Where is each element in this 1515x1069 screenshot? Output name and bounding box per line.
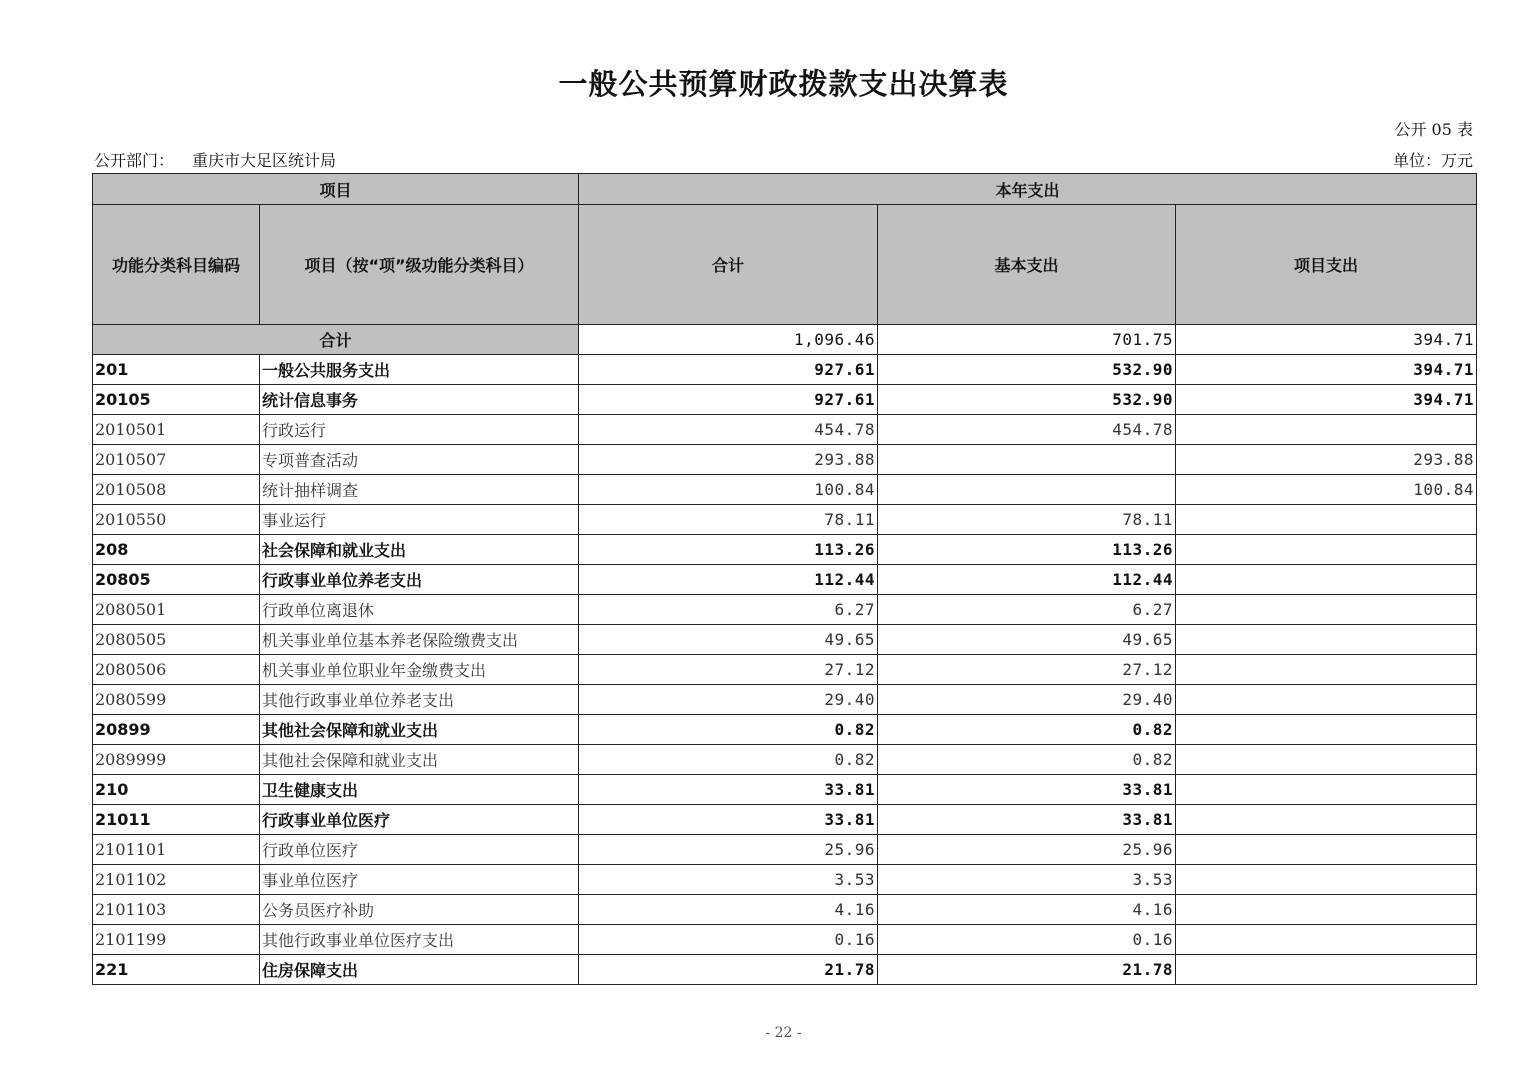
row-project: [1176, 685, 1477, 715]
row-basic: 33.81: [878, 805, 1176, 835]
row-total: 21.78: [579, 955, 878, 985]
row-name: 住房保障支出: [260, 955, 579, 985]
row-total: 49.65: [579, 625, 878, 655]
row-name: 其他社会保障和就业支出: [260, 745, 579, 775]
row-code: 201: [93, 355, 260, 385]
table-row: [93, 685, 1477, 715]
row-basic: 25.96: [878, 835, 1176, 865]
row-project: [1176, 715, 1477, 745]
row-basic: 113.26: [878, 535, 1176, 565]
header-code: 功能分类科目编码: [93, 205, 260, 325]
row-name: 事业单位医疗: [260, 865, 579, 895]
row-total: 293.88: [579, 445, 878, 475]
row-code: 2010508: [93, 475, 260, 505]
row-project: [1176, 775, 1477, 805]
row-basic: 532.90: [878, 385, 1176, 415]
row-basic: 27.12: [878, 655, 1176, 685]
row-code: 221: [93, 955, 260, 985]
row-code: 2080505: [93, 625, 260, 655]
row-basic: 33.81: [878, 775, 1176, 805]
table-row: [93, 865, 1477, 895]
row-name: 行政单位医疗: [260, 835, 579, 865]
table-row: [93, 805, 1477, 835]
table-row: [93, 355, 1477, 385]
row-total: 927.61: [579, 385, 878, 415]
row-basic: 3.53: [878, 865, 1176, 895]
row-name: 机关事业单位基本养老保险缴费支出: [260, 625, 579, 655]
department-label: 公开部门：: [94, 151, 175, 170]
row-project: [1176, 565, 1477, 595]
row-total: 33.81: [579, 805, 878, 835]
row-basic: 0.16: [878, 925, 1176, 955]
table-row: [93, 535, 1477, 565]
table-row: [93, 385, 1477, 415]
page-number: - 22 -: [765, 1025, 802, 1041]
row-code: 21011: [93, 805, 260, 835]
department-name: 重庆市大足区统计局: [192, 151, 337, 170]
row-total: 4.16: [579, 895, 878, 925]
total-row: [93, 325, 1477, 355]
unit-label: 单位：万元: [1392, 151, 1473, 170]
row-code: 2010507: [93, 445, 260, 475]
row-project: [1176, 895, 1477, 925]
row-project: [1176, 655, 1477, 685]
row-total: 25.96: [579, 835, 878, 865]
row-code: 2101199: [93, 925, 260, 955]
table-row: [93, 745, 1477, 775]
row-name: 社会保障和就业支出: [260, 535, 579, 565]
row-basic: 0.82: [878, 745, 1176, 775]
row-project: [1176, 955, 1477, 985]
row-total: 454.78: [579, 415, 878, 445]
row-basic: [878, 445, 1176, 475]
row-name: 其他行政事业单位医疗支出: [260, 925, 579, 955]
row-basic: 0.82: [878, 715, 1176, 745]
row-name: 事业运行: [260, 505, 579, 535]
row-code: 20899: [93, 715, 260, 745]
row-code: 20805: [93, 565, 260, 595]
row-code: 2010550: [93, 505, 260, 535]
row-total: 0.82: [579, 715, 878, 745]
row-project: 293.88: [1176, 445, 1477, 475]
row-name: 卫生健康支出: [260, 775, 579, 805]
row-total: 78.11: [579, 505, 878, 535]
row-code: 2080599: [93, 685, 260, 715]
row-basic: 49.65: [878, 625, 1176, 655]
header-project: 项目支出: [1176, 205, 1477, 325]
row-project: [1176, 505, 1477, 535]
row-total: 27.12: [579, 655, 878, 685]
row-code: 20105: [93, 385, 260, 415]
row-name: 行政事业单位养老支出: [260, 565, 579, 595]
row-name: 专项普查活动: [260, 445, 579, 475]
row-code: 210: [93, 775, 260, 805]
row-basic: 4.16: [878, 895, 1176, 925]
table-row: [93, 715, 1477, 745]
table-row: [93, 625, 1477, 655]
table-row: [93, 595, 1477, 625]
row-name: 行政单位离退休: [260, 595, 579, 625]
row-project: [1176, 745, 1477, 775]
table-row: [93, 655, 1477, 685]
row-basic: 21.78: [878, 955, 1176, 985]
row-name: 统计抽样调查: [260, 475, 579, 505]
row-name: 公务员医疗补助: [260, 895, 579, 925]
table-row: [93, 895, 1477, 925]
row-basic: 78.11: [878, 505, 1176, 535]
row-basic: 454.78: [878, 415, 1176, 445]
row-project: [1176, 925, 1477, 955]
row-total: 29.40: [579, 685, 878, 715]
total-row-label: 合计: [93, 325, 579, 355]
row-project: [1176, 595, 1477, 625]
budget-table: [92, 173, 1477, 985]
row-code: 2101101: [93, 835, 260, 865]
row-project: 394.71: [1176, 385, 1477, 415]
total-row-basic: 701.75: [878, 325, 1176, 355]
table-row: [93, 925, 1477, 955]
table-number: 公开 05 表: [1394, 120, 1473, 139]
table-row: [93, 775, 1477, 805]
header-total: 合计: [579, 205, 878, 325]
row-project: [1176, 835, 1477, 865]
row-name: 其他社会保障和就业支出: [260, 715, 579, 745]
row-code: 2010501: [93, 415, 260, 445]
row-basic: 29.40: [878, 685, 1176, 715]
row-project: [1176, 625, 1477, 655]
row-total: 0.82: [579, 745, 878, 775]
row-name: 其他行政事业单位养老支出: [260, 685, 579, 715]
header-basic: 基本支出: [878, 205, 1176, 325]
row-total: 3.53: [579, 865, 878, 895]
row-project: 100.84: [1176, 475, 1477, 505]
row-project: 394.71: [1176, 355, 1477, 385]
row-name: 统计信息事务: [260, 385, 579, 415]
total-row-project: 394.71: [1176, 325, 1477, 355]
row-total: 112.44: [579, 565, 878, 595]
row-total: 6.27: [579, 595, 878, 625]
row-code: 2080506: [93, 655, 260, 685]
row-code: 2089999: [93, 745, 260, 775]
table-row: [93, 475, 1477, 505]
row-total: 0.16: [579, 925, 878, 955]
department-line: [94, 148, 336, 171]
total-row-total: 1,096.46: [579, 325, 878, 355]
row-basic: 6.27: [878, 595, 1176, 625]
row-project: [1176, 535, 1477, 565]
header-current-year: 本年支出: [579, 174, 1477, 205]
row-total: 113.26: [579, 535, 878, 565]
row-project: [1176, 415, 1477, 445]
table-row: [93, 565, 1477, 595]
row-code: 2101103: [93, 895, 260, 925]
row-total: 100.84: [579, 475, 878, 505]
row-code: 208: [93, 535, 260, 565]
page-title: 一般公共预算财政拨款支出决算表: [558, 67, 1009, 101]
row-total: 927.61: [579, 355, 878, 385]
header-name: 项目（按“项”级功能分类科目）: [260, 205, 579, 325]
table-row: [93, 445, 1477, 475]
row-project: [1176, 805, 1477, 835]
table-row: [93, 835, 1477, 865]
row-name: 行政运行: [260, 415, 579, 445]
header-item: 项目: [93, 174, 579, 205]
row-basic: 112.44: [878, 565, 1176, 595]
row-name: 机关事业单位职业年金缴费支出: [260, 655, 579, 685]
table-row: [93, 415, 1477, 445]
row-project: [1176, 865, 1477, 895]
row-code: 2101102: [93, 865, 260, 895]
row-name: 行政事业单位医疗: [260, 805, 579, 835]
row-name: 一般公共服务支出: [260, 355, 579, 385]
row-basic: [878, 475, 1176, 505]
row-code: 2080501: [93, 595, 260, 625]
table-row: [93, 505, 1477, 535]
row-basic: 532.90: [878, 355, 1176, 385]
row-total: 33.81: [579, 775, 878, 805]
table-row: [93, 955, 1477, 985]
